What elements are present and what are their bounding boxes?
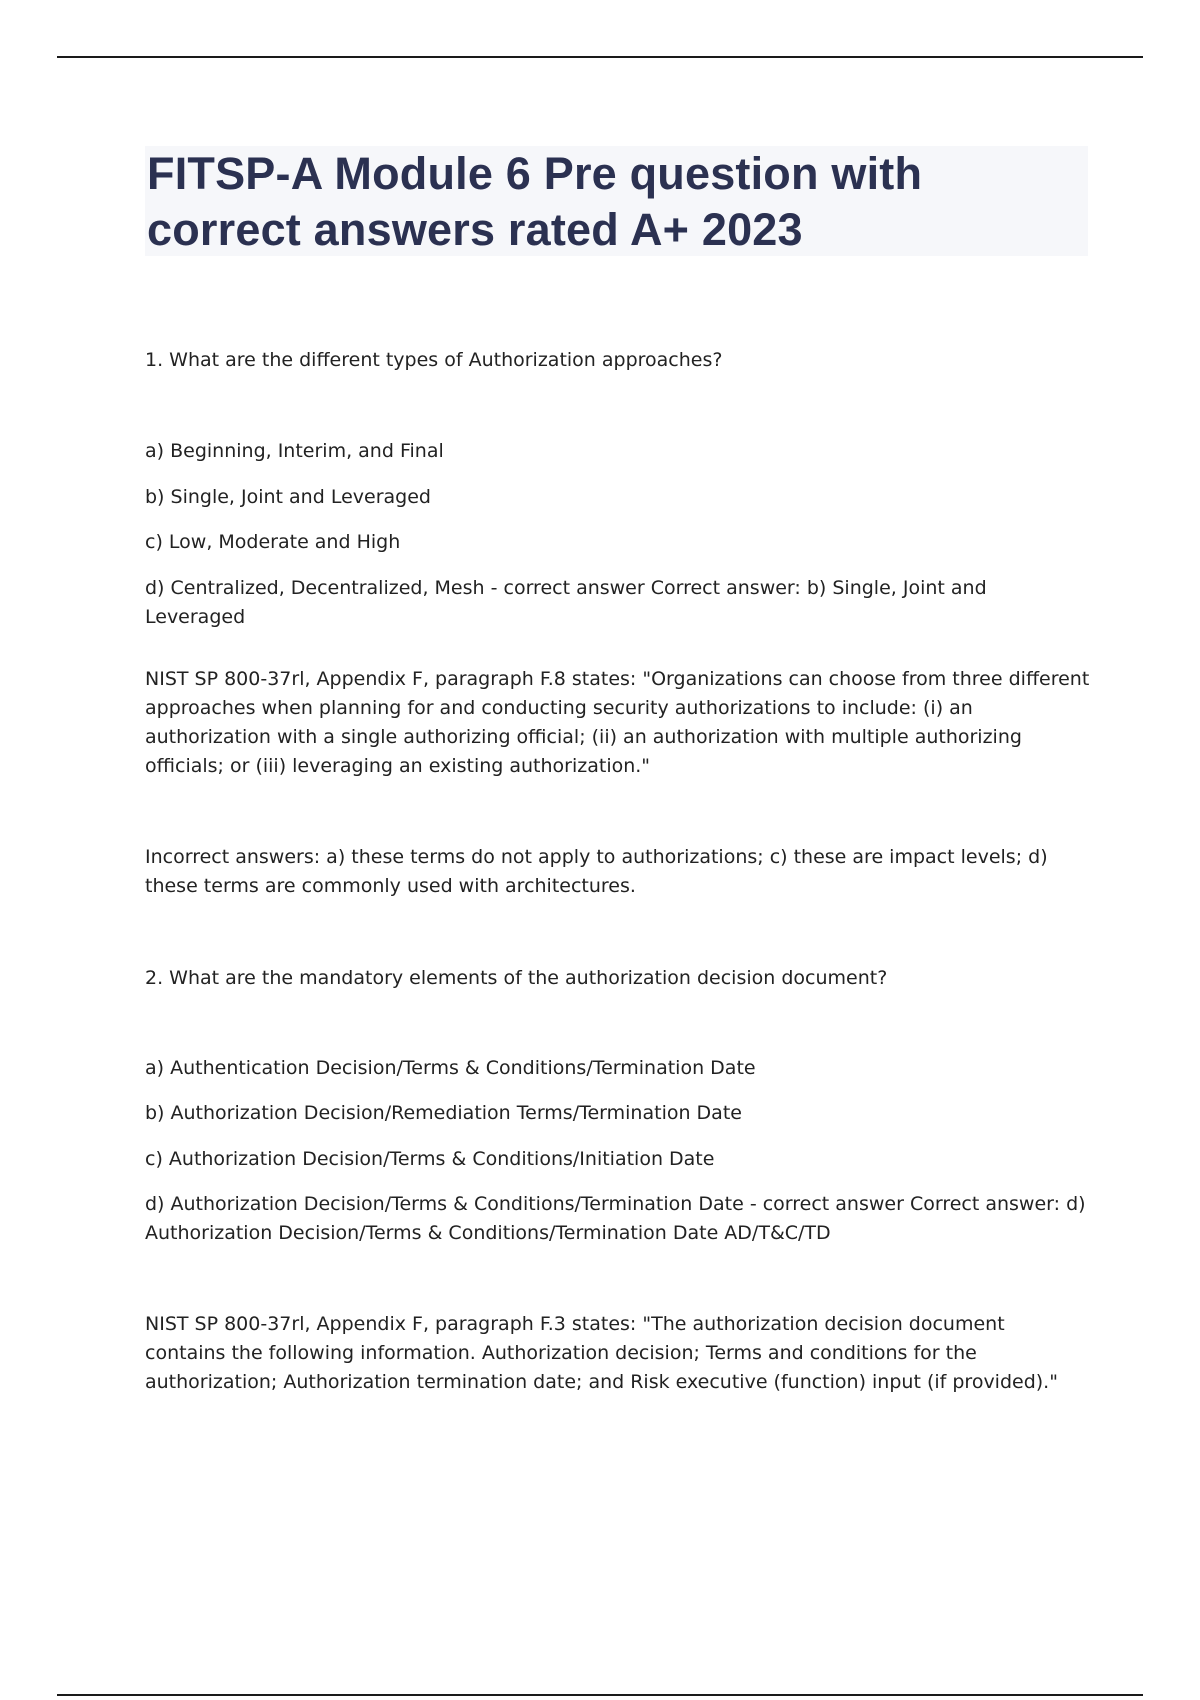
top-rule <box>57 56 1143 58</box>
question-2-option-d: d) Authorization Decision/Terms & Conditions/Termination Date - correct answer Correct answer: d) Authorization Decision/Terms & Conditions/Termination Date AD/T&C/TD <box>145 1193 1086 1244</box>
question-1-option-c: c) Low, Moderate and High <box>145 531 401 553</box>
question-1-option-a: a) Beginning, Interim, and Final <box>145 440 444 462</box>
question-1-prompt: 1. What are the different types of Authorization approaches? <box>145 349 723 371</box>
question-1-incorrect-answers: Incorrect answers: a) these terms do not apply to authorizations; c) these are impact levels; d) these terms are commonly used with architectures. <box>145 846 1048 897</box>
question-2-option-a: a) Authentication Decision/Terms & Conditions/Termination Date <box>145 1057 756 1079</box>
question-2-explanation: NIST SP 800-37rl, Appendix F, paragraph F.3 states: "The authorization decision document contains the following information. Authorization decision; Terms and conditions for the authorization; Authorization termination date; and Risk executive (function) input (if provided)." <box>145 1313 1058 1393</box>
question-2-option-b: b) Authorization Decision/Remediation Terms/Termination Date <box>145 1102 742 1124</box>
question-1-option-d: d) Centralized, Decentralized, Mesh - correct answer Correct answer: b) Single, Joint and Leveraged <box>145 577 987 628</box>
question-2-prompt: 2. What are the mandatory elements of the authorization decision document? <box>145 967 888 989</box>
bottom-rule <box>57 1694 1143 1696</box>
question-1-explanation: NIST SP 800-37rl, Appendix F, paragraph F.8 states: "Organizations can choose from three different approaches when planning for and conducting security authorizations to include: (i) an authorization with a single authorizing official; (ii) an authorization with multiple authorizing officials; or (iii) leveraging an existing authorization." <box>145 668 1090 777</box>
title-banner <box>145 146 1088 256</box>
question-1-option-b: b) Single, Joint and Leveraged <box>145 486 431 508</box>
question-2-option-c: c) Authorization Decision/Terms & Conditions/Initiation Date <box>145 1148 715 1170</box>
document-title: FITSP-A Module 6 Pre question with correct answers rated A+ 2023 <box>147 148 923 255</box>
